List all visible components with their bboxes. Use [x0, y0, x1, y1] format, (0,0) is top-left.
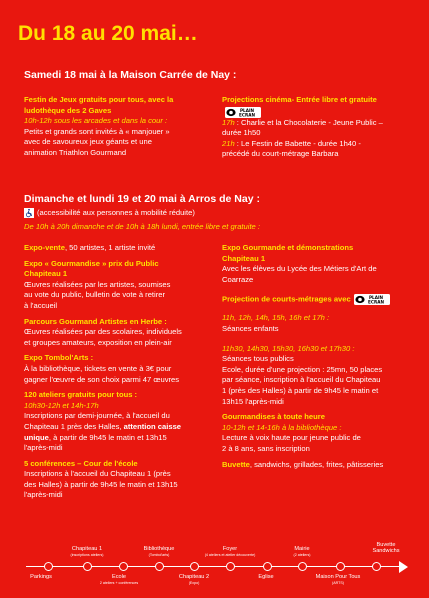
route-label-ecole: Ecole 2 ateliers + conférences — [99, 574, 139, 586]
ateliers-title: 120 ateliers gratuits pour tous : — [24, 390, 138, 400]
ludotheque-body-line3: animation Triathlon Gourmand — [24, 147, 127, 157]
wheelchair-icon — [24, 208, 34, 218]
ludotheque-time: 10h-12h sous les arcades et dans la cour : — [24, 116, 168, 126]
ateliers-body-line2: Chapiteau 1 près des Halles, — [24, 421, 124, 431]
sunday-heading: Dimanche et lundi 19 et 20 mai à Arros de Nay : — [24, 193, 260, 205]
route-stop — [226, 562, 235, 571]
seances-enfants-label: Séances enfants — [222, 324, 279, 334]
cinema-film-2: : Le Festin de Babette - durée 1h40 - — [234, 138, 361, 148]
parcours-title: Parcours Gourmand Artistes en Herbe : — [24, 316, 167, 326]
seances-tous-body-line1: Ecole, durée d'une projection : 25mn, 50 places — [222, 364, 383, 374]
seances-tous-times: 11h30, 14h30, 15h30, 16h30 et 17h30 : — [222, 343, 355, 353]
plain-ecran-logo-icon — [354, 294, 390, 305]
route-label-foyer: Foyer (4 ateliers et atelier découverte) — [204, 546, 256, 558]
cinema-time-2: 21h — [222, 138, 235, 148]
route-stop — [372, 562, 381, 571]
buvette-detail: , sandwichs, grillades, frites, pâtisseries — [249, 459, 384, 469]
route-label-parkings: Parkings — [30, 574, 52, 580]
route-label-maison-pour-tous: Maison Pour Tous (ARTS) — [315, 574, 361, 586]
route-label-bibliotheque: Bibliothèque (Tombol'arts) — [143, 546, 175, 558]
gourmandise-title-line2: Chapiteau 1 — [24, 269, 68, 279]
buvette-title: Buvette — [222, 459, 250, 469]
route-stop — [190, 562, 199, 571]
gourmandise-body-line1: Œuvres réalisées par les artistes, soumises — [24, 279, 171, 289]
conferences-body-line1: Inscriptions à l'accueil du Chapiteau 1 (près — [24, 469, 171, 479]
tombolarts-body-line2: gagner l'œuvre de son choix parmi 47 œuvres — [24, 374, 180, 384]
conferences-body-line2: des Halles) à partir de 9h45 le matin et 13h15 — [24, 479, 178, 489]
route-label-mairie: Mairie (2 ateliers) — [293, 546, 311, 558]
route-stop — [263, 562, 272, 571]
gourmandise-body-line3: à l'accueil — [24, 300, 58, 310]
seances-tous-body-line2: par séance, inscription à l'accueil du Chapiteau — [222, 375, 381, 385]
route-label-chapiteau-2: Chapiteau 2 (Expo) — [178, 574, 210, 586]
ludotheque-body-line1: Petits et grands sont invités à « manjouer » — [24, 126, 170, 136]
svg-text:ECRAN: ECRAN — [367, 299, 384, 305]
ateliers-body-line3: , à partir de 9h45 le matin et 13h15 — [48, 432, 167, 442]
courts-metrages-title: Projection de courts-métrages avec — [222, 294, 351, 304]
ateliers-time: 10h30-12h et 14h-17h — [24, 400, 99, 410]
route-label-chapiteau-1: Chapiteau 1 (inscriptions ateliers) — [70, 546, 104, 558]
gourmandise-title-line1: Expo « Gourmandise » prix du Public — [24, 258, 159, 268]
conferences-body-line3: l'après-midi — [24, 490, 63, 500]
seances-tous-body-line3: 1 (près des Halles) à partir de 9h45 le matin et — [222, 386, 379, 396]
opening-hours: De 10h à 20h dimanche et de 10h à 18h lundi, entrée libre et gratuite : — [24, 222, 260, 231]
expo-gourmande-title-line2: Chapiteau 1 — [222, 253, 266, 263]
saturday-heading: Samedi 18 mai à la Maison Carrée de Nay : — [24, 69, 237, 81]
expo-gourmande-body-line2: Coarraze — [222, 274, 254, 284]
ludotheque-title-line2: ludothèque des 2 Gaves — [24, 105, 112, 115]
seances-tous-label: Séances tous publics — [222, 354, 294, 364]
gourmandises-heure-body-line2: 2 à 8 ans, sans inscription — [222, 444, 310, 453]
svg-text:PLAIN: PLAIN — [239, 107, 255, 113]
conferences-title: 5 conférences – Cour de l'école — [24, 458, 138, 468]
saturday-right-column — [222, 95, 422, 160]
tombolarts-body-line1: À la bibliothèque, tickets en vente à 3€ pour — [24, 363, 172, 373]
gourmandise-body-line2: au vote du public, bulletin de vote à retirer — [24, 290, 165, 300]
cinema-title: Projections cinéma- Entrée libre et gratuite — [222, 95, 377, 104]
accessibility-text: (accessibilité aux personnes à mobilité réduite) — [37, 208, 195, 217]
expo-vente-detail: , 50 artistes, 1 artiste invité — [64, 243, 156, 252]
svg-text:ECRAN: ECRAN — [239, 112, 255, 118]
gourmandises-heure-title: Gourmandises à toute heure — [222, 412, 325, 422]
saturday-left-column — [24, 95, 224, 159]
ateliers-caisse-warning: attention caisse — [123, 421, 182, 431]
sunday-left-column — [24, 243, 224, 501]
ateliers-caisse-unique: unique — [24, 432, 49, 442]
ateliers-body-line4: l'après-midi — [24, 443, 63, 453]
cinema-film-1: : Charlie et la Chocolaterie - Jeune Public – — [234, 117, 383, 127]
route-stop — [119, 562, 128, 571]
cinema-film-1-duration: durée 1h50 — [222, 128, 261, 138]
route-stop — [298, 562, 307, 571]
route-label-eglise: Eglise — [258, 574, 274, 580]
accessibility-note — [24, 208, 195, 218]
tombolarts-title: Expo Tombol'Arts : — [24, 353, 94, 363]
svg-text:PLAIN: PLAIN — [368, 295, 383, 301]
expo-vente-title: Expo-vente — [24, 243, 65, 252]
cinema-time-1: 17h — [222, 117, 235, 127]
gourmandises-heure-time: 10-12h et 14-16h à la bibliothèque : — [222, 422, 342, 432]
expo-gourmande-title-line1: Expo Gourmande et démonstrations — [222, 243, 354, 252]
page-title: Du 18 au 20 mai… — [18, 22, 198, 45]
plain-ecran-logo-icon — [225, 107, 261, 118]
ludotheque-body-line2: avec de savoureux jeux géants et une — [24, 137, 152, 147]
route-stop — [83, 562, 92, 571]
seances-tous-body-line4: 13h15 l'après-midi — [222, 396, 284, 406]
route-stop — [155, 562, 164, 571]
route-stop — [336, 562, 345, 571]
gourmandises-heure-body-line1: Lecture à voix haute pour jeune public de — [222, 433, 361, 443]
route-stop — [44, 562, 53, 571]
sunday-right-column — [222, 243, 422, 470]
route-label-buvette: Buvette Sandwichs — [372, 542, 400, 555]
seances-enfants-times: 11h, 12h, 14h, 15h, 16h et 17h : — [222, 313, 330, 323]
parcours-body-line2: et groupes amateurs, exposition en plein-air — [24, 337, 172, 347]
ludotheque-title-line1: Festin de Jeux gratuits pour tous, avec la — [24, 95, 174, 104]
route-arrow-icon — [399, 561, 408, 573]
expo-gourmande-body-line1: Avec les élèves du Lycée des Métiers d'Art de — [222, 264, 377, 274]
ateliers-body-line1: Inscriptions par demi-journée, à l'accueil du — [24, 411, 170, 421]
cinema-film-2-extra: précédé du court-métrage Barbara — [222, 149, 339, 159]
parcours-body-line1: Œuvres réalisées par des scolaires, individuels — [24, 327, 182, 337]
